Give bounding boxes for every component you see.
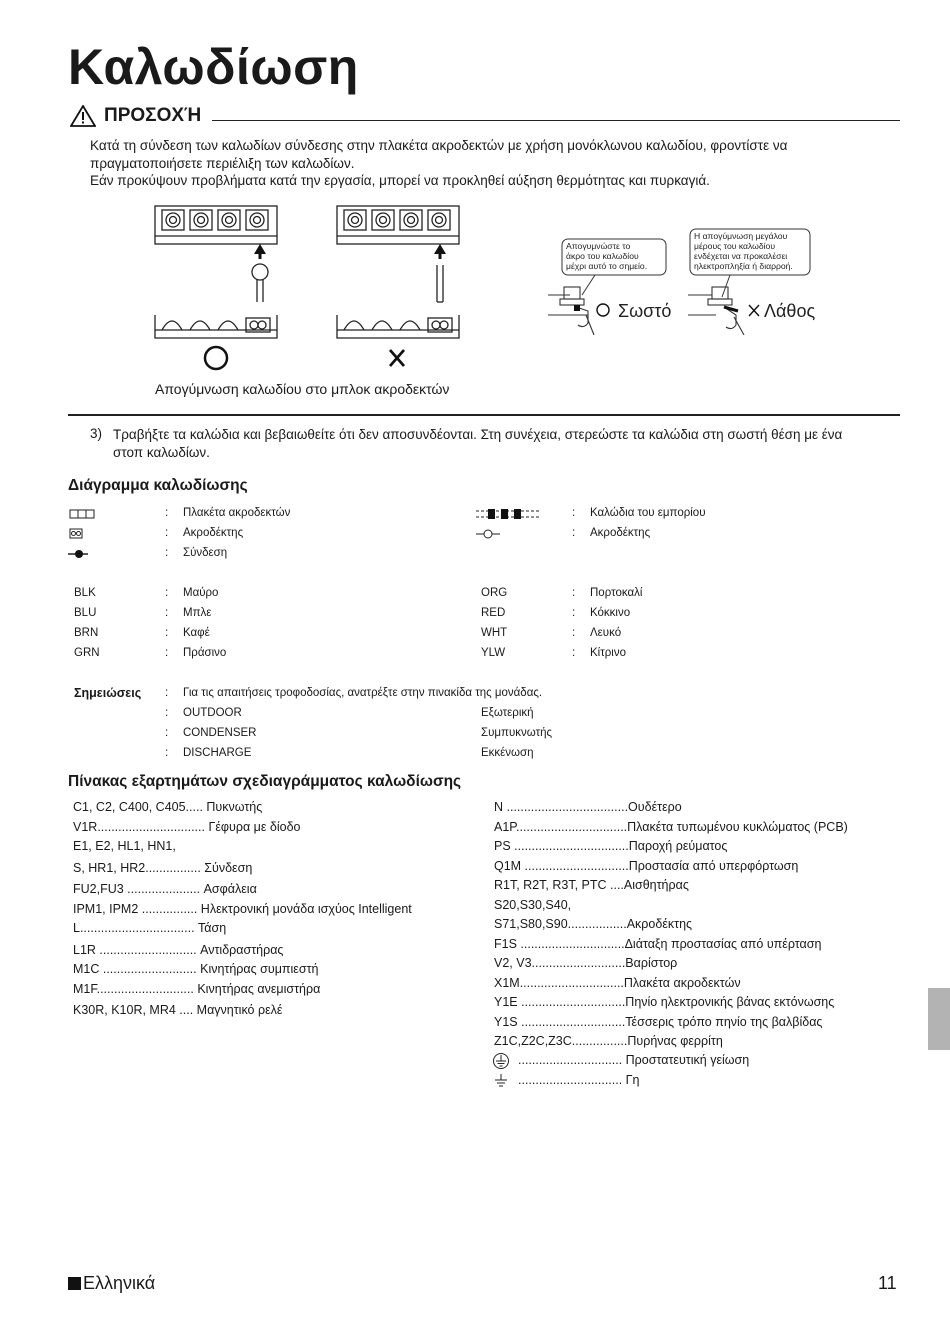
parts-list-right xyxy=(494,798,848,1052)
parts-list-item: Y1S ..............................Τέσσερις τρόπο πηνίο της βαλβίδας xyxy=(494,1014,823,1029)
parts-list-item: N ...................................Ουδέτερο xyxy=(494,800,682,814)
color-name: Πορτοκαλί xyxy=(590,587,643,599)
step-3-number: 3) xyxy=(90,426,103,441)
callout-wrong-line-4: ηλεκτροπληξία ή διαρροή. xyxy=(694,261,793,271)
side-tab-marker xyxy=(928,988,950,1050)
section-rule xyxy=(68,414,900,416)
callout-correct-line-2: άκρο του καλωδίου xyxy=(566,251,639,261)
parts-list-item: V1R............................... Γέφυρα με δίοδο xyxy=(73,819,301,834)
color-code: BLU xyxy=(74,607,97,619)
strip-length-figure xyxy=(540,225,840,335)
terminal-board-symbol-icon xyxy=(68,506,98,522)
parts-list-item: M1F............................ Κινητήρας ανεμιστήρα xyxy=(73,981,321,996)
parts-list-item: V2, V3...........................Βαρίστορ xyxy=(494,956,678,970)
parts-list-item: A1P................................Πλακέτα τυπωμένου κυκλώματος (PCB) xyxy=(494,819,848,834)
parts-list-item: S, HR1, HR2................ Σύνδεση xyxy=(73,860,253,875)
notes-label: Σημειώσεις xyxy=(74,686,142,700)
parts-list-item: M1C ........................... Κινητήρας συμπιεστή xyxy=(73,962,319,976)
color-code: ORG xyxy=(481,587,508,599)
note-term-en: DISCHARGE xyxy=(183,747,252,759)
parts-list-item: Z1C,Z2C,Z3C................Πυρήνας φερρίτη xyxy=(494,1034,723,1048)
note-term-en: CONDENSER xyxy=(183,727,257,739)
callout-wrong-line-2: μέρους του καλωδίου xyxy=(694,241,776,251)
color-name: Κίτρινο xyxy=(590,647,627,659)
step-3-line-1: Τραβήξτε τα καλώδια και βεβαιωθείτε ότι δεν αποσυνδέονται. Στη συνέχεια, στερεώστε τα καλώδια στη σωστή θέση με ένα xyxy=(113,427,843,442)
note-term-gr: Εξωτερική xyxy=(481,707,534,719)
wrong-mark-icon xyxy=(390,350,404,366)
notes-line: Για τις απαιτήσεις τροφοδοσίας, ανατρέξτε στην πινακίδα της μονάδας. xyxy=(183,687,543,699)
callout-wrong-line-3: ενδέχεται να προκαλέσει xyxy=(694,251,788,261)
parts-list-item: Y1E ..............................Πηνίο ηλεκτρονικής βάνας εκτόνωσης xyxy=(494,995,835,1009)
parts-list-item: X1M..............................Πλακέτα ακροδεκτών xyxy=(494,975,741,990)
page-number: 11 xyxy=(878,1273,897,1293)
ground-item-earth: .............................. Γη xyxy=(518,1073,640,1087)
symbol-field-wiring-label: Καλώδια του εμπορίου xyxy=(590,507,706,519)
parts-table-heading: Πίνακας εξαρτημάτων σχεδιαγράμματος καλωδίωσης xyxy=(68,773,462,790)
protective-earth-icon xyxy=(492,1052,510,1070)
caution-heading xyxy=(70,105,201,127)
symbol-terminal-open-label: Ακροδέκτης xyxy=(590,527,651,539)
connection-symbol-icon xyxy=(68,546,98,562)
parts-list-item: Q1M ..............................Προστασία από υπερφόρτωση xyxy=(494,858,799,873)
parts-list-item: S71,S80,S90.................Ακροδέκτης xyxy=(494,917,693,931)
caution-line-1: Κατά τη σύνδεση των καλωδίων σύνδεσης στην πλακέτα ακροδεκτών με χρήση μονόκλωνου καλωδίου, φροντίστε να xyxy=(90,138,788,153)
parts-list-item: S20,S30,S40, xyxy=(494,897,572,912)
footer-language-label: Ελληνικά xyxy=(83,1273,156,1293)
warning-triangle-icon xyxy=(70,105,96,127)
callout-correct-line-3: μέχρι αυτό το σημείο. xyxy=(566,261,648,271)
color-code: BRN xyxy=(74,627,99,639)
color-code: YLW xyxy=(481,647,506,659)
terminal-open-symbol-icon xyxy=(476,526,506,542)
step-3-line-2: στοπ καλωδίων. xyxy=(113,444,210,460)
note-term-gr: Εκκένωση xyxy=(481,747,534,759)
parts-list-item: E1, E2, HL1, HN1, xyxy=(73,839,176,853)
terminal-symbol-icon xyxy=(68,526,98,542)
caution-line-3: Εάν προκύψουν προβλήματα κατά την εργασία, μπορεί να προκληθεί αύξηση θερμότητας και πυρκαγιά. xyxy=(90,173,710,188)
parts-list-item: FU2,FU3 ..................... Ασφάλεια xyxy=(73,882,257,896)
correct-label: Σωστό xyxy=(618,301,672,321)
parts-list-item: F1S ..............................Διάταξη προστασίας από υπέρταση xyxy=(494,936,822,951)
color-name: Μπλε xyxy=(183,607,212,619)
wrong-label: Λάθος xyxy=(764,301,816,321)
parts-list-item: L................................. Τάση xyxy=(73,921,227,935)
callout-wrong-line-1: Η απογύμνωση μεγάλου xyxy=(694,231,788,241)
parts-list-item: PS .................................Παροχή ρεύματος xyxy=(494,839,728,853)
symbol-terminal-label: Ακροδέκτης xyxy=(183,527,244,539)
color-name: Πράσινο xyxy=(183,647,227,659)
figure-caption: Απογύμνωση καλωδίου στο μπλοκ ακροδεκτών xyxy=(155,381,450,397)
wiring-diagram-heading: Διάγραμμα καλωδίωσης xyxy=(68,477,248,494)
footer-language xyxy=(68,1273,155,1294)
square-bullet-icon xyxy=(68,1277,81,1290)
symbol-terminal-board-label: Πλακέτα ακροδεκτών xyxy=(183,507,291,519)
caution-text xyxy=(90,137,880,190)
parts-list-left xyxy=(73,798,412,1021)
callout-correct-line-1: Απογυμνώστε το xyxy=(566,241,631,251)
note-term-en: OUTDOOR xyxy=(183,707,242,719)
color-name: Κόκκινο xyxy=(590,607,631,619)
color-name: Λευκό xyxy=(590,627,622,639)
caution-label: ΠΡΟΣΟΧΉ xyxy=(104,105,202,126)
parts-list-item: R1T, R2T, R3T, PTC ....Αισθητήρας xyxy=(494,878,689,892)
field-wiring-symbol-icon xyxy=(476,506,540,522)
color-code: BLK xyxy=(74,587,96,599)
parts-list-item: K30R, K10R, MR4 .... Μαγνητικό ρελέ xyxy=(73,1003,283,1017)
color-code: GRN xyxy=(74,647,100,659)
parts-list-item: C1, C2, C400, C405..... Πυκνωτής xyxy=(73,800,263,814)
ground-item-protective: .............................. Προστατευτική γείωση xyxy=(518,1053,750,1067)
color-code: WHT xyxy=(481,627,508,639)
caution-line-2: πραγματοποιήσετε περιέλιξη των καλωδίων. xyxy=(90,155,355,171)
color-name: Μαύρο xyxy=(183,587,219,599)
parts-list-item: IPM1, IPM2 ................ Ηλεκτρονική μονάδα ισχύος Intelligent xyxy=(73,901,412,916)
step-3-text xyxy=(113,426,903,461)
symbol-connection-label: Σύνδεση xyxy=(183,547,228,559)
color-name: Καφέ xyxy=(183,627,210,639)
page-title: Καλωδίωση xyxy=(68,39,359,95)
caution-rule xyxy=(212,120,900,121)
correct-mark-icon xyxy=(205,347,227,369)
color-code: RED xyxy=(481,607,506,619)
terminal-block-figure xyxy=(150,200,470,380)
parts-list-item: L1R ............................ Αντιδραστήρας xyxy=(73,942,284,957)
note-term-gr: Συμπυκνωτής xyxy=(481,727,553,739)
earth-icon xyxy=(492,1073,510,1089)
